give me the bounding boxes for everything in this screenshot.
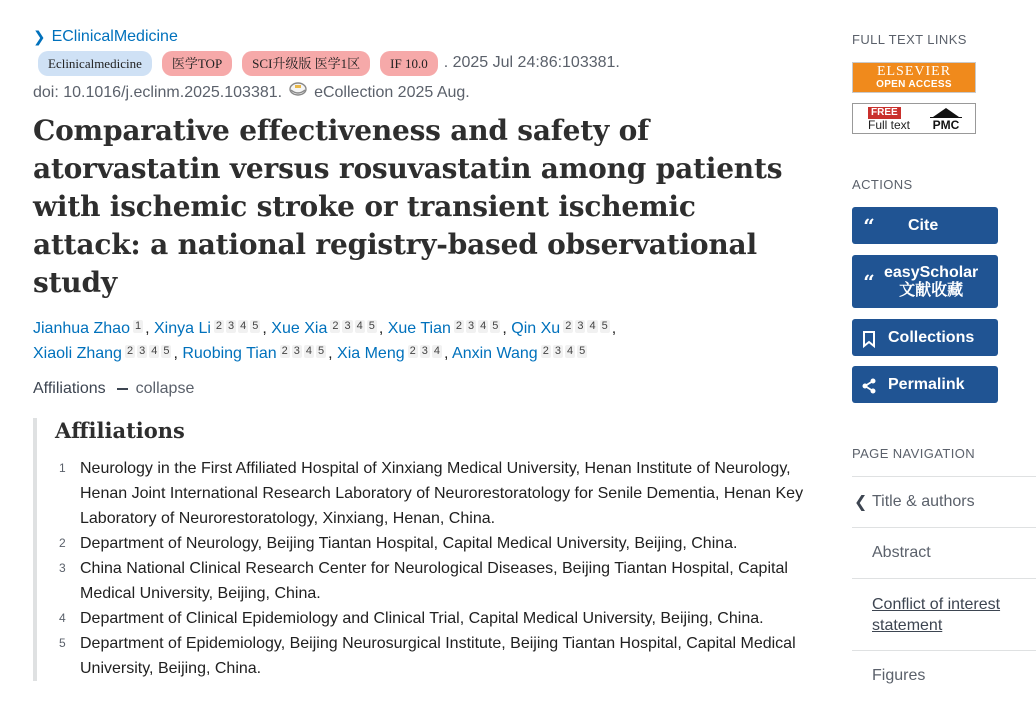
author-link[interactable]: Xue Xia	[271, 320, 328, 337]
affiliations-toggle[interactable]	[33, 380, 823, 398]
open-access-text: OPEN ACCESS	[876, 79, 952, 90]
nav-label: Title & authors	[872, 493, 975, 510]
article-title: Comparative effectiveness and safety of atorvastatin versus rosuvastatin among patients with ischemic stroke or transient ischemic attack: a national registry-based observational study	[33, 114, 783, 299]
author-link[interactable]: Xiaoli Zhang	[33, 345, 122, 362]
elsevier-open-access-link[interactable]	[852, 62, 976, 93]
affiliation-text: Department of Epidemiology, Beijing Neurosurgical Institute, Beijing Tiantan Hospital, Capital Medical University, Beijing, China.	[80, 635, 796, 677]
impact-factor-badge: IF 10.0	[380, 51, 438, 76]
author-affiliation-refs[interactable]: 2 3 4	[409, 345, 440, 357]
ecollection-text: eCollection 2025 Aug.	[314, 84, 470, 101]
nav-label: Figures	[872, 667, 926, 684]
author-affiliation-refs[interactable]: 2 3 4 5	[455, 320, 499, 332]
chevron-right-icon: ❯	[33, 29, 46, 46]
affiliation-item	[55, 531, 813, 556]
nav-label: Conflict of interest statement	[872, 595, 1001, 634]
collections-label: Collections	[888, 328, 975, 346]
doi-line	[33, 81, 823, 105]
journal-badge: Eclinicalmedicine	[38, 51, 152, 76]
nav-figures[interactable]	[852, 650, 1036, 701]
affiliation-item	[55, 631, 813, 681]
cite-button[interactable]	[852, 207, 998, 244]
author-link[interactable]: Xinya Li	[153, 320, 211, 337]
page-navigation	[852, 476, 1036, 701]
actions-heading: ACTIONS	[852, 177, 913, 192]
affiliation-text: Department of Clinical Epidemiology and Clinical Trial, Capital Medical University, Beijing, China.	[80, 610, 764, 627]
collections-button[interactable]	[852, 319, 998, 356]
author-link[interactable]: Jianhua Zhao	[33, 320, 130, 337]
elsevier-logo-text: ELSEVIER	[876, 64, 952, 79]
permalink-button[interactable]	[852, 366, 998, 403]
sidebar	[852, 0, 1036, 684]
full-text-links-heading: FULL TEXT LINKS	[852, 32, 967, 47]
affiliations-list	[55, 456, 813, 681]
easyscholar-button[interactable]	[852, 255, 998, 308]
affiliations-heading: Affiliations	[55, 418, 185, 443]
doi-text: doi: 10.1016/j.eclinm.2025.103381.	[33, 84, 283, 101]
affiliation-text: Neurology in the First Affiliated Hospital of Xinxiang Medical University, Henan Institute of Neurology, Henan Joint International Research Laboratory of Neurorestoratology for Senile Dementia, Henan Key Laboratory of Neurorestoratology, Xinxiang, Henan, China.	[80, 460, 804, 527]
publication-meta	[33, 50, 823, 76]
author-list: Jianhua Zhao 1 , Xinya Li 2 3 4 5 , Xue Xia 2 3 4 5 , Xue Tian 2 3 4 5 , Qin Xu 2 3 4 5 , Xiaoli Zhang 2 3 4 5 , Ruobing Tian 2 3 4 5 , Xia Meng 2 3 4 , Anxin Wang 2 3 4 5	[33, 320, 617, 362]
journal-link[interactable]: EClinicalMedicine	[51, 28, 178, 45]
affiliations-panel	[33, 418, 813, 681]
rank-badge-sci: SCI升级版 医学1区	[242, 51, 370, 76]
author-link[interactable]: Xia Meng	[337, 345, 405, 362]
page-navigation-heading: PAGE NAVIGATION	[852, 446, 976, 461]
author-affiliation-refs[interactable]: 2 3 4 5	[281, 345, 325, 357]
affiliation-item	[55, 456, 813, 531]
affiliation-text: Department of Neurology, Beijing Tiantan Hospital, Capital Medical University, Beijing, China.	[80, 535, 738, 552]
nav-conflict-of-interest[interactable]	[852, 578, 1036, 650]
author-affiliation-refs[interactable]: 2 3 4 5	[565, 320, 608, 332]
full-text-label: Full text	[868, 118, 911, 132]
collapse-link[interactable]: collapse	[135, 380, 195, 397]
nav-title-authors[interactable]	[852, 476, 1036, 527]
affiliation-item	[55, 556, 813, 606]
author-link[interactable]: Ruobing Tian	[182, 345, 277, 362]
author-link[interactable]: Anxin Wang	[452, 345, 538, 362]
quote-icon: “	[863, 269, 875, 294]
chevron-left-icon: ❮	[854, 494, 868, 511]
author-affiliation-refs[interactable]: 2 3 4 5	[332, 320, 375, 332]
article-main	[33, 26, 823, 681]
journal-breadcrumb	[33, 26, 823, 48]
quote-icon: “	[863, 213, 875, 238]
affiliation-number: 3	[59, 561, 66, 575]
permalink-label: Permalink	[888, 375, 965, 393]
free-label: FREE	[868, 107, 901, 119]
cite-label: Cite	[908, 216, 939, 234]
affiliations-toggle-label: Affiliations	[33, 380, 106, 397]
author-affiliation-refs[interactable]: 2 3 4 5	[126, 345, 170, 357]
rank-badge-top: 医学TOP	[162, 51, 232, 76]
publication-date: . 2025 Jul 24:86:103381.	[443, 54, 620, 71]
bookmark-icon	[852, 326, 886, 350]
nav-abstract[interactable]	[852, 527, 1036, 578]
affiliation-number: 1	[59, 461, 66, 475]
minus-icon	[117, 388, 128, 390]
author-affiliation-refs[interactable]: 2 3 4 5	[542, 345, 586, 357]
pmc-free-full-text-link[interactable]	[852, 103, 976, 134]
ecollection-icon	[288, 81, 308, 99]
author-link[interactable]: Xue Tian	[387, 320, 451, 337]
affiliation-number: 5	[59, 636, 66, 650]
share-icon	[852, 373, 886, 397]
pmc-label: PMC	[930, 117, 962, 132]
affiliation-number: 4	[59, 611, 66, 625]
easyscholar-label	[884, 264, 978, 300]
author-affiliation-refs[interactable]: 2 3 4 5	[215, 320, 259, 332]
nav-label: Abstract	[872, 544, 931, 561]
affiliation-number: 2	[59, 536, 66, 550]
author-link[interactable]: Qin Xu	[511, 320, 561, 337]
affiliation-item	[55, 606, 813, 631]
affiliation-text: China National Clinical Research Center for Neurological Diseases, Beijing Tiantan Hospital, Capital Medical University, Beijing, China.	[80, 560, 788, 602]
easyscholar-label-line1: easyScholar	[884, 263, 979, 281]
easyscholar-label-line2: 文献收藏	[899, 281, 964, 299]
author-affiliation-refs[interactable]: 1	[134, 320, 142, 332]
